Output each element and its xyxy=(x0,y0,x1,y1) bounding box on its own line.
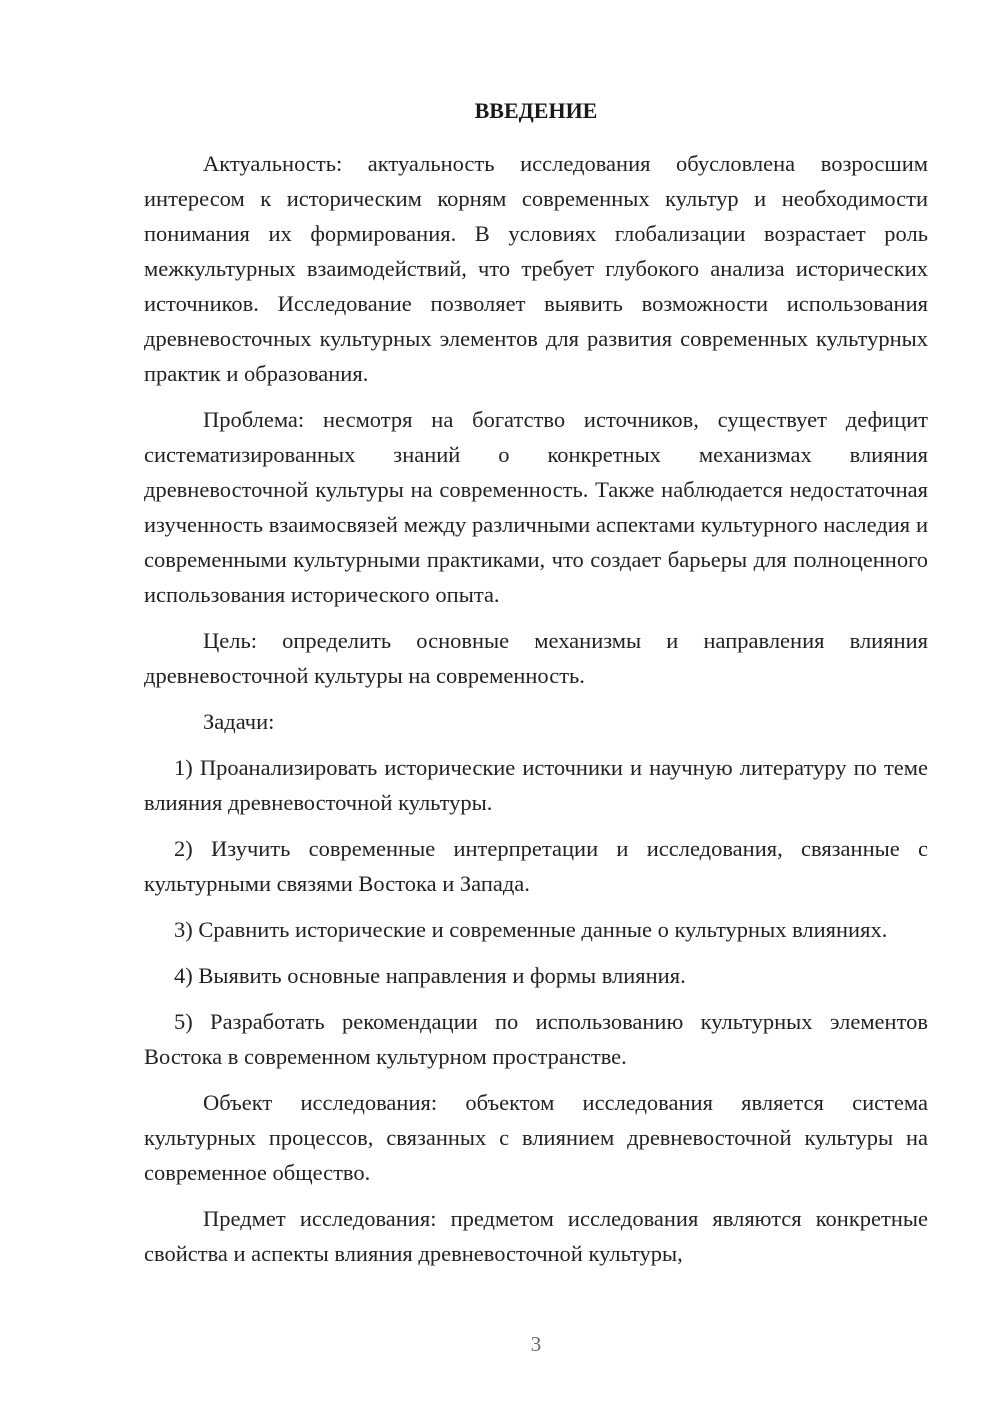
task-item: 4) Выявить основные направления и формы влияния. xyxy=(174,963,686,988)
section-heading: ВВЕДЕНИЕ xyxy=(474,98,598,123)
task-item: 3) Сравнить исторические и современные данные о культурных влияниях. xyxy=(174,917,888,942)
document-body xyxy=(144,96,928,1282)
tasks-label: Задачи: xyxy=(203,709,275,734)
task-item: 2) Изучить современные интерпретации и исследования, связанные с культурными связями Востока и Запада. xyxy=(144,836,928,896)
goal-paragraph: Цель: определить основные механизмы и направления влияния древневосточной культуры на современность. xyxy=(144,628,928,688)
subject-paragraph: Предмет исследования: предметом исследования являются конкретные свойства и аспекты влияния древневосточной культуры, xyxy=(144,1206,928,1266)
problem-paragraph: Проблема: несмотря на богатство источников, существует дефицит систематизированных знаний о конкретных механизмах влияния древневосточной культуры на современность. Также наблюдается недостаточная изученность взаимосвязей между различными аспектами культурного наследия и современными культурными практиками, что создает барьеры для полноценного использования исторического опыта. xyxy=(144,407,928,607)
page-number: 3 xyxy=(530,1332,542,1356)
relevance-paragraph: Актуальность: актуальность исследования обусловлена возросшим интересом к историческим корням современных культур и необходимости понимания их формирования. В условиях глобализации возрастает роль межкультурных взаимодействий, что требует глубокого анализа исторических источников. Исследование позволяет выявить возможности использования древневосточных культурных элементов для развития современных культурных практик и образования. xyxy=(144,151,928,386)
object-paragraph: Объект исследования: объектом исследования является система культурных процессов, связанных с влиянием древневосточной культуры на современное общество. xyxy=(144,1090,928,1185)
task-item: 5) Разработать рекомендации по использованию культурных элементов Востока в современном культурном пространстве. xyxy=(144,1009,928,1069)
task-item: 1) Проанализировать исторические источники и научную литературу по теме влияния древневосточной культуры. xyxy=(144,755,928,815)
